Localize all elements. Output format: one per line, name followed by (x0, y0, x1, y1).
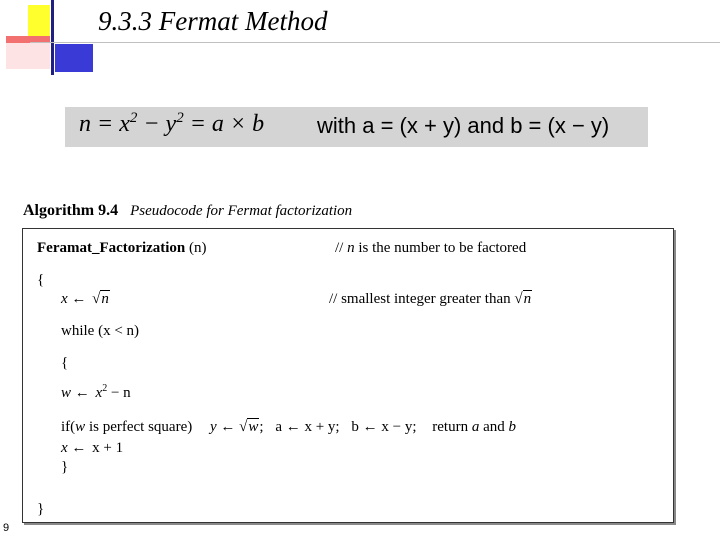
comment-smallest: // smallest integer greater than √n (329, 291, 532, 307)
inner-open-brace: { (61, 355, 69, 371)
close-brace: } (37, 501, 45, 517)
corner-vertical-line (51, 0, 54, 75)
algorithm-header (23, 202, 352, 220)
algorithm-label: Algorithm 9.4 (23, 202, 119, 219)
comment-input: // n is the number to be factored (335, 240, 527, 256)
corner-yellow-block (28, 5, 50, 36)
assign-x-line: x ← √n (61, 291, 109, 307)
algorithm-description: Pseudocode for Fermat factorization (130, 203, 353, 219)
formula-definition: with a = (x + y) and b = (x − y) (317, 113, 610, 138)
formula-equation: $n = x^2 - y^2 = a \times b$ (79, 110, 265, 137)
page-number: 9 (3, 522, 10, 534)
formula-banner (65, 107, 648, 147)
corner-pink-block (6, 43, 50, 69)
open-brace: { (37, 272, 45, 288)
function-signature: Feramat_Factorization (n) (37, 240, 207, 256)
title-underline (30, 42, 720, 43)
inner-close-brace: } (61, 459, 69, 475)
slide-title: 9.3.3 Fermat Method (98, 6, 328, 36)
corner-blue-block (55, 44, 93, 72)
while-line: while (x < n) (61, 323, 140, 339)
increment-line: x ← x + 1 (61, 440, 124, 456)
w-assign-line: w ← $x^2 - n$ (61, 383, 131, 401)
if-line: if(w is perfect square) y ← √w; a ← x + y; b ← x − y; return a and b (61, 419, 516, 435)
algorithm-box (22, 228, 674, 523)
